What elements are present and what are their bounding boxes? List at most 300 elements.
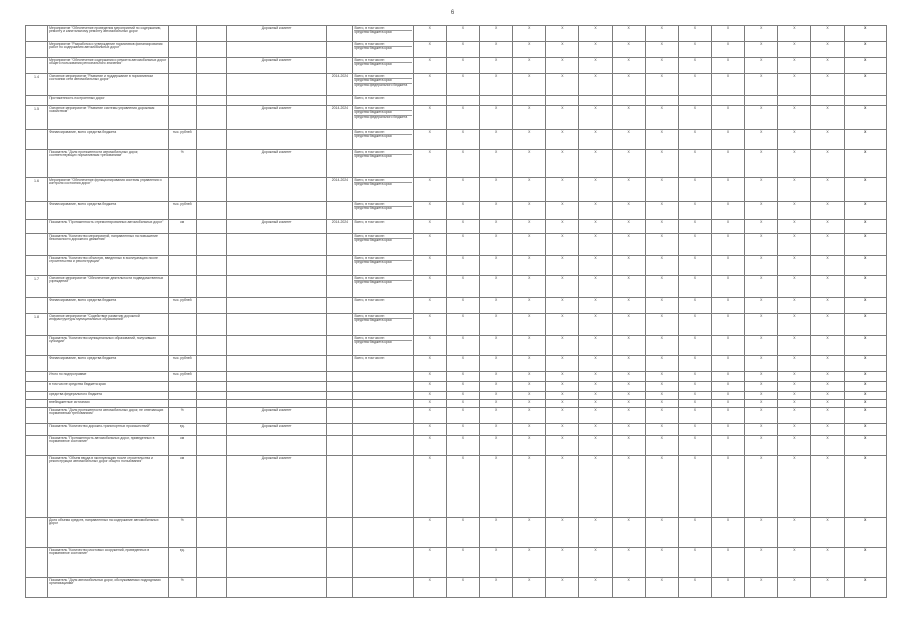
year-value-cell: X (513, 42, 546, 58)
year-value-cell (413, 96, 446, 106)
row-unit (168, 336, 196, 356)
year-value-cell: X (513, 178, 546, 202)
year-value-cell: X (579, 356, 612, 372)
row-source (353, 42, 413, 58)
year-value-cell: X (612, 424, 645, 436)
year-value-cell: X (678, 220, 711, 234)
row-extra (196, 74, 226, 96)
year-value-cell: X (546, 234, 579, 256)
year-value-cell: X (480, 202, 513, 220)
funding-source: Всего, в том числе: (354, 201, 385, 206)
year-value-cell: X (645, 106, 678, 130)
row-number (26, 202, 48, 220)
row-executor: Дорожный комитет (226, 106, 326, 130)
row-extra (196, 26, 226, 42)
year-value-cell: X (645, 150, 678, 178)
year-value-cell: X (711, 256, 744, 276)
year-value-cell: X (645, 58, 678, 74)
row-executor: Дорожный комитет (226, 220, 326, 234)
row-number (26, 518, 48, 548)
total-value-cell: X (844, 130, 886, 150)
row-source (353, 382, 413, 392)
year-value-cell: X (645, 298, 678, 314)
table-row (26, 234, 887, 256)
year-value-cell: X (480, 298, 513, 314)
row-number (26, 372, 48, 382)
row-unit: ед. (168, 424, 196, 436)
row-unit: % (168, 150, 196, 178)
year-value-cell: X (546, 178, 579, 202)
year-value-cell: X (711, 58, 744, 74)
year-value-cell: X (811, 518, 844, 548)
row-source (353, 26, 413, 42)
row-executor: Дорожный комитет (226, 58, 326, 74)
row-number (26, 130, 48, 150)
year-value-cell: X (446, 578, 479, 598)
year-value-cell: X (645, 400, 678, 408)
year-value-cell: X (811, 372, 844, 382)
total-value-cell: X (844, 518, 886, 548)
year-value-cell: X (513, 276, 546, 298)
row-extra (196, 392, 226, 400)
year-value-cell: X (546, 400, 579, 408)
year-value-cell: X (778, 220, 811, 234)
year-value-cell: X (413, 26, 446, 42)
row-extra (196, 58, 226, 74)
year-value-cell (579, 96, 612, 106)
year-value-cell: X (579, 202, 612, 220)
year-value-cell: X (446, 298, 479, 314)
year-value-cell: X (413, 548, 446, 578)
row-extra (196, 424, 226, 436)
row-source (353, 424, 413, 436)
year-value-cell: X (413, 220, 446, 234)
row-source (353, 314, 413, 336)
year-value-cell: X (811, 106, 844, 130)
total-value-cell: X (844, 408, 886, 424)
row-number (26, 578, 48, 598)
row-source (353, 276, 413, 298)
year-value-cell: X (711, 392, 744, 400)
row-description: Основное мероприятие "Развитие и поддержание в нормативном состоянии сети автомобильных дорог" (48, 74, 169, 96)
year-value-cell: X (678, 578, 711, 598)
row-executor (226, 336, 326, 356)
year-value-cell: X (579, 26, 612, 42)
funding-source: Всего, в том числе: (354, 41, 385, 46)
year-value-cell: X (745, 372, 778, 382)
total-value-cell: X (844, 74, 886, 96)
row-description: Мероприятие "Обеспечение проведения мероприятий по содержанию, ремонту и капитальному ремонту автомобильных дорог (48, 26, 169, 42)
year-value-cell: X (612, 298, 645, 314)
year-value-cell: X (480, 578, 513, 598)
year-value-cell: X (612, 178, 645, 202)
year-value-cell: X (811, 202, 844, 220)
year-value-cell: X (778, 202, 811, 220)
year-value-cell: X (546, 408, 579, 424)
year-value-cell: X (678, 74, 711, 96)
year-value-cell: X (546, 336, 579, 356)
table-row (26, 336, 887, 356)
year-value-cell: X (612, 408, 645, 424)
year-value-cell: X (413, 234, 446, 256)
year-value-cell: X (612, 276, 645, 298)
year-value-cell: X (546, 42, 579, 58)
year-value-cell: X (711, 234, 744, 256)
year-value-cell: X (446, 276, 479, 298)
row-period (327, 382, 353, 392)
year-value-cell: X (778, 372, 811, 382)
year-value-cell: X (745, 202, 778, 220)
year-value-cell: X (678, 356, 711, 372)
year-value-cell: X (446, 336, 479, 356)
year-value-cell: X (778, 392, 811, 400)
row-extra (196, 372, 226, 382)
year-value-cell: X (579, 298, 612, 314)
row-unit (168, 276, 196, 298)
year-value-cell: X (446, 314, 479, 336)
year-value-cell: X (579, 256, 612, 276)
row-description: Показатель "Количество объектов, введенных в эксплуатацию после строительства и реконструкции" (48, 256, 169, 276)
year-value-cell: X (480, 106, 513, 130)
year-value-cell: X (480, 372, 513, 382)
year-value-cell: X (811, 578, 844, 598)
year-value-cell (446, 96, 479, 106)
year-value-cell: X (480, 42, 513, 58)
year-value-cell: X (745, 424, 778, 436)
funding-source: средства бюджета края (354, 340, 411, 345)
year-value-cell: X (612, 234, 645, 256)
year-value-cell: X (446, 408, 479, 424)
year-value-cell: X (745, 548, 778, 578)
row-extra (196, 400, 226, 408)
year-value-cell: X (811, 256, 844, 276)
year-value-cell: X (546, 372, 579, 382)
total-value-cell: X (844, 276, 886, 298)
row-executor (226, 96, 326, 106)
row-number (26, 424, 48, 436)
year-value-cell: X (745, 518, 778, 548)
row-executor (226, 548, 326, 578)
funding-source: Всего, в том числе: (354, 177, 385, 182)
row-period (327, 456, 353, 518)
year-value-cell: X (678, 234, 711, 256)
total-value-cell: X (844, 400, 886, 408)
year-value-cell: X (612, 356, 645, 372)
table-row (26, 74, 887, 96)
year-value-cell: X (811, 58, 844, 74)
row-executor (226, 234, 326, 256)
year-value-cell: X (579, 234, 612, 256)
year-value-cell: X (612, 150, 645, 178)
year-value-cell: X (711, 106, 744, 130)
year-value-cell: X (413, 106, 446, 130)
year-value-cell: X (778, 336, 811, 356)
year-value-cell: X (446, 518, 479, 548)
year-value-cell: X (811, 220, 844, 234)
year-value-cell: X (579, 400, 612, 408)
year-value-cell: X (678, 372, 711, 382)
year-value-cell: X (778, 314, 811, 336)
funding-source: средства бюджета края (354, 318, 411, 323)
year-value-cell (645, 96, 678, 106)
table-row (26, 42, 887, 58)
table-row (26, 178, 887, 202)
row-executor: Дорожный комитет (226, 26, 326, 42)
row-number (26, 42, 48, 58)
year-value-cell: X (513, 408, 546, 424)
funding-source: средства бюджета края (354, 110, 411, 115)
year-value-cell: X (513, 578, 546, 598)
row-description: Протяженность построенных дорог (48, 96, 169, 106)
row-source (353, 58, 413, 74)
row-executor (226, 298, 326, 314)
year-value-cell (678, 96, 711, 106)
row-extra (196, 202, 226, 220)
row-extra (196, 150, 226, 178)
row-number (26, 456, 48, 518)
total-value-cell: X (844, 202, 886, 220)
row-source (353, 392, 413, 400)
year-value-cell: X (546, 220, 579, 234)
year-value-cell (745, 96, 778, 106)
row-description: Основное мероприятие "Содействие развитию дорожной инфраструктуры муниципальных образований" (48, 314, 169, 336)
row-period (327, 234, 353, 256)
row-unit (168, 106, 196, 130)
program-measures-table (25, 25, 887, 598)
row-unit (168, 96, 196, 106)
table-row (26, 202, 887, 220)
year-value-cell (480, 96, 513, 106)
row-source (353, 548, 413, 578)
funding-source: Всего, в том числе: (354, 105, 385, 110)
year-value-cell: X (579, 74, 612, 96)
year-value-cell: X (546, 578, 579, 598)
year-value-cell: X (811, 26, 844, 42)
year-value-cell: X (678, 178, 711, 202)
row-description: Финансирование, всего средства бюджета (48, 298, 169, 314)
row-executor (226, 382, 326, 392)
year-value-cell: X (678, 314, 711, 336)
row-unit (168, 234, 196, 256)
year-value-cell: X (513, 548, 546, 578)
year-value-cell: X (546, 392, 579, 400)
year-value-cell: X (513, 518, 546, 548)
row-unit (168, 392, 196, 400)
row-period: 2014-2024 (327, 178, 353, 202)
row-source (353, 220, 413, 234)
row-executor (226, 74, 326, 96)
year-value-cell: X (513, 336, 546, 356)
year-value-cell: X (678, 58, 711, 74)
table-row (26, 220, 887, 234)
year-value-cell: X (413, 392, 446, 400)
funding-source: Всего, в том числе: (354, 297, 385, 302)
year-value-cell: X (678, 298, 711, 314)
year-value-cell: X (513, 436, 546, 456)
year-value-cell: X (745, 234, 778, 256)
year-value-cell: X (711, 518, 744, 548)
table-body (26, 26, 887, 598)
year-value-cell: X (612, 456, 645, 518)
year-value-cell: X (645, 130, 678, 150)
table-row (26, 424, 887, 436)
year-value-cell: X (745, 106, 778, 130)
year-value-cell: X (711, 150, 744, 178)
year-value-cell: X (513, 356, 546, 372)
row-extra (196, 106, 226, 130)
year-value-cell: X (778, 130, 811, 150)
year-value-cell: X (612, 392, 645, 400)
row-executor (226, 578, 326, 598)
year-value-cell: X (513, 150, 546, 178)
row-extra (196, 220, 226, 234)
year-value-cell: X (579, 276, 612, 298)
row-period: 2014-2024 (327, 106, 353, 130)
year-value-cell: X (480, 26, 513, 42)
year-value-cell: X (413, 130, 446, 150)
year-value-cell: X (778, 150, 811, 178)
year-value-cell: X (513, 58, 546, 74)
year-value-cell: X (645, 372, 678, 382)
row-period (327, 436, 353, 456)
row-unit (168, 256, 196, 276)
year-value-cell: X (413, 74, 446, 96)
row-source (353, 256, 413, 276)
year-value-cell: X (711, 276, 744, 298)
year-value-cell: X (480, 256, 513, 276)
year-value-cell: X (778, 382, 811, 392)
year-value-cell: X (446, 548, 479, 578)
row-executor (226, 276, 326, 298)
funding-source: Всего, в том числе: (354, 219, 385, 224)
year-value-cell (778, 96, 811, 106)
row-source (353, 202, 413, 220)
year-value-cell: X (513, 392, 546, 400)
row-source (353, 150, 413, 178)
year-value-cell: X (579, 42, 612, 58)
year-value-cell: X (645, 74, 678, 96)
total-value-cell: X (844, 106, 886, 130)
funding-source: средства федерального бюджета (354, 83, 411, 88)
row-number (26, 96, 48, 106)
year-value-cell: X (612, 336, 645, 356)
row-description: Показатель "Протяженность автомобильных дорог, приведенных в нормативное состояние" (48, 436, 169, 456)
row-extra (196, 336, 226, 356)
year-value-cell: X (612, 74, 645, 96)
funding-source: средства бюджета края (354, 238, 411, 243)
year-value-cell: X (811, 392, 844, 400)
year-value-cell: X (645, 26, 678, 42)
row-number (26, 150, 48, 178)
year-value-cell: X (446, 106, 479, 130)
year-value-cell: X (745, 58, 778, 74)
year-value-cell: X (678, 400, 711, 408)
year-value-cell: X (711, 220, 744, 234)
row-number: 1.6 (26, 178, 48, 202)
year-value-cell: X (446, 356, 479, 372)
year-value-cell: X (413, 298, 446, 314)
year-value-cell: X (579, 150, 612, 178)
year-value-cell: X (446, 26, 479, 42)
year-value-cell: X (745, 314, 778, 336)
year-value-cell: X (711, 298, 744, 314)
row-unit: км (168, 220, 196, 234)
year-value-cell: X (413, 58, 446, 74)
year-value-cell: X (480, 548, 513, 578)
year-value-cell: X (811, 150, 844, 178)
year-value-cell: X (745, 74, 778, 96)
row-period (327, 518, 353, 548)
funding-source: средства бюджета края (354, 260, 411, 265)
year-value-cell: X (711, 178, 744, 202)
year-value-cell: X (480, 518, 513, 548)
year-value-cell: X (446, 382, 479, 392)
table-row (26, 578, 887, 598)
row-description: Основное мероприятие "Обеспечение деятельности подведомственных учреждений" (48, 276, 169, 298)
year-value-cell: X (678, 424, 711, 436)
row-extra (196, 548, 226, 578)
row-description: Показатель "Доля протяженности автомобильных дорог, соответствующих нормативным требованиям" (48, 150, 169, 178)
year-value-cell: X (579, 336, 612, 356)
row-description: Показатель "Объем ввода в эксплуатацию после строительства и реконструкции автомобильных дорог общего пользования" (48, 456, 169, 518)
year-value-cell: X (811, 436, 844, 456)
table-row (26, 436, 887, 456)
year-value-cell: X (513, 424, 546, 436)
year-value-cell: X (446, 372, 479, 382)
year-value-cell (811, 96, 844, 106)
row-extra (196, 234, 226, 256)
row-period (327, 42, 353, 58)
year-value-cell: X (711, 336, 744, 356)
row-source (353, 408, 413, 424)
funding-source: Всего, в том числе: (354, 233, 385, 238)
table-row (26, 150, 887, 178)
total-value-cell: X (844, 356, 886, 372)
year-value-cell: X (513, 456, 546, 518)
year-value-cell: X (480, 382, 513, 392)
row-description: Показатель "Количество дорожно-транспортных происшествий" (48, 424, 169, 436)
total-value-cell: X (844, 336, 886, 356)
year-value-cell (711, 96, 744, 106)
row-number (26, 400, 48, 408)
row-period (327, 58, 353, 74)
funding-source: средства бюджета края (354, 46, 411, 51)
row-unit (168, 42, 196, 58)
year-value-cell: X (612, 436, 645, 456)
table-row (26, 456, 887, 518)
table-row (26, 298, 887, 314)
row-source (353, 356, 413, 372)
row-extra (196, 314, 226, 336)
row-extra (196, 96, 226, 106)
year-value-cell: X (778, 256, 811, 276)
row-number (26, 548, 48, 578)
year-value-cell: X (513, 130, 546, 150)
year-value-cell: X (413, 436, 446, 456)
year-value-cell: X (811, 548, 844, 578)
year-value-cell: X (645, 408, 678, 424)
year-value-cell: X (745, 336, 778, 356)
year-value-cell: X (645, 424, 678, 436)
funding-source: средства бюджета края (354, 30, 411, 35)
year-value-cell: X (579, 408, 612, 424)
year-value-cell: X (446, 220, 479, 234)
year-value-cell: X (446, 58, 479, 74)
year-value-cell: X (645, 548, 678, 578)
year-value-cell: X (480, 276, 513, 298)
year-value-cell: X (678, 276, 711, 298)
row-unit: тыс. рублей (168, 372, 196, 382)
